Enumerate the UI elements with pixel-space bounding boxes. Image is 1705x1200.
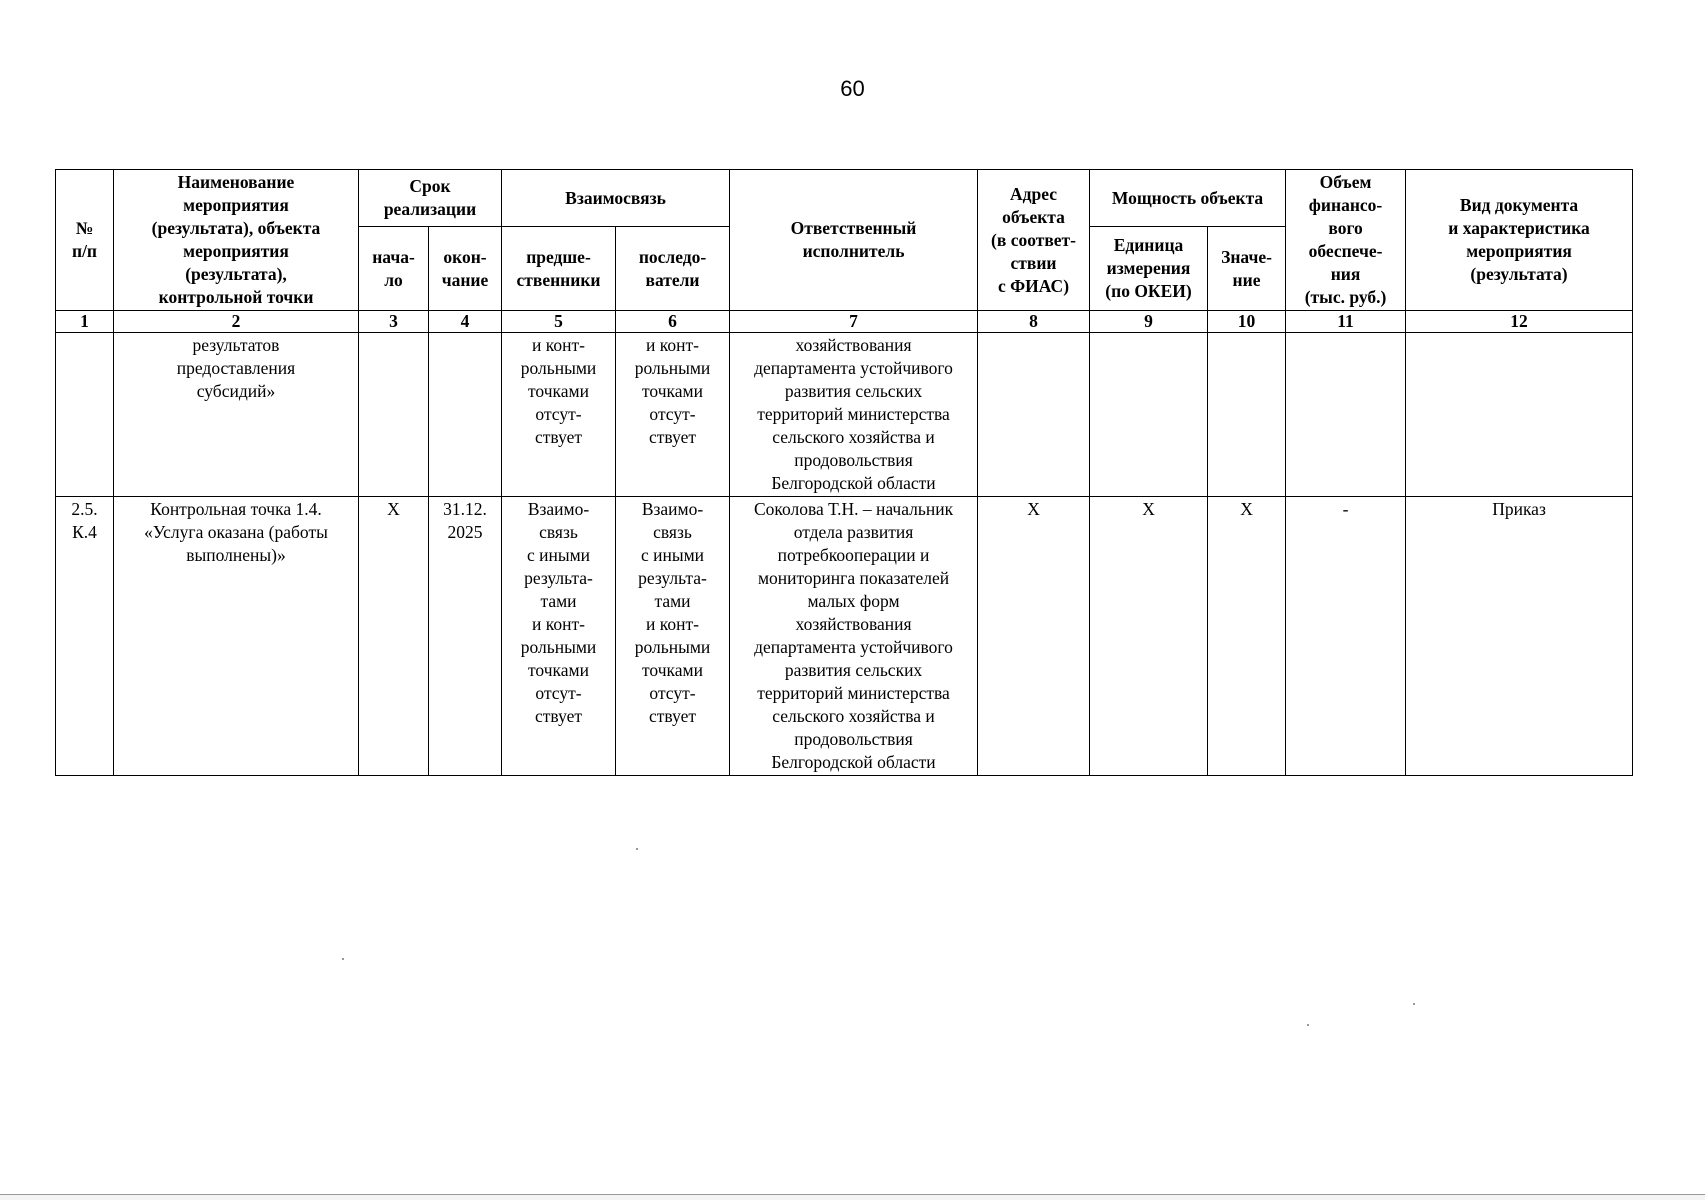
cell-address <box>978 333 1090 497</box>
column-number: 12 <box>1406 311 1633 333</box>
header-link-prev: предше- ственники <box>502 227 616 311</box>
table-row <box>56 333 1633 497</box>
cell-executor: Соколова Т.Н. – начальник отдела развития потребкооперации и мониторинга показателей малых форм хозяйствования департамента устойчивого развития сельских территорий министерства сельского хозяйства и продовольствия Белгородской области <box>730 497 978 776</box>
column-number: 11 <box>1286 311 1406 333</box>
scan-speck <box>636 848 638 850</box>
header-num: № п/п <box>56 170 114 311</box>
header-address: Адрес объекта (в соответ- ствии с ФИАС) <box>978 170 1090 311</box>
cell-successors: Взаимо- связь с иными результа- тами и конт- рольными точками отсут- ствует <box>616 497 730 776</box>
cell-unit <box>1090 333 1208 497</box>
scan-speck <box>342 958 344 960</box>
cell-name: Контрольная точка 1.4. «Услуга оказана (работы выполнены)» <box>114 497 359 776</box>
cell-unit: Х <box>1090 497 1208 776</box>
column-number: 2 <box>114 311 359 333</box>
cell-num: 2.5. К.4 <box>56 497 114 776</box>
page-number: 60 <box>840 76 865 101</box>
cell-address: Х <box>978 497 1090 776</box>
cell-predecessors: и конт- рольными точками отсут- ствует <box>502 333 616 497</box>
column-number: 9 <box>1090 311 1208 333</box>
cell-successors: и конт- рольными точками отсут- ствует <box>616 333 730 497</box>
cell-executor: хозяйствования департамента устойчивого развития сельских территорий министерства сельского хозяйства и продовольствия Белгородской области <box>730 333 978 497</box>
column-number: 10 <box>1208 311 1286 333</box>
scan-edge <box>0 1194 1705 1200</box>
cell-value: Х <box>1208 497 1286 776</box>
column-number: 8 <box>978 311 1090 333</box>
column-number: 6 <box>616 311 730 333</box>
header-capacity: Мощность объекта <box>1090 170 1286 227</box>
header-row-1 <box>56 170 1633 227</box>
header-finance: Объем финансо- вого обеспече- ния (тыс. руб.) <box>1286 170 1406 311</box>
header-doc-type: Вид документа и характеристика мероприятия (результата) <box>1406 170 1633 311</box>
table-row <box>56 497 1633 776</box>
header-link: Взаимосвязь <box>502 170 730 227</box>
cell-value <box>1208 333 1286 497</box>
cell-name: результатов предоставления субсидий» <box>114 333 359 497</box>
column-number: 7 <box>730 311 978 333</box>
header-term-end: окон- чание <box>429 227 502 311</box>
cell-finance: - <box>1286 497 1406 776</box>
column-number: 3 <box>359 311 429 333</box>
events-table <box>55 169 1633 776</box>
header-capacity-unit: Единица измерения (по ОКЕИ) <box>1090 227 1208 311</box>
cell-end <box>429 333 502 497</box>
scan-speck <box>1307 1024 1309 1026</box>
cell-doc-type: Приказ <box>1406 497 1633 776</box>
cell-start: Х <box>359 497 429 776</box>
cell-num <box>56 333 114 497</box>
header-name: Наименование мероприятия (результата), объекта мероприятия (результата), контрольной точки <box>114 170 359 311</box>
header-capacity-value: Значе- ние <box>1208 227 1286 311</box>
column-number: 1 <box>56 311 114 333</box>
header-term: Срок реализации <box>359 170 502 227</box>
header-link-next: последо- ватели <box>616 227 730 311</box>
cell-doc-type <box>1406 333 1633 497</box>
cell-finance <box>1286 333 1406 497</box>
header-term-start: нача- ло <box>359 227 429 311</box>
header-executor: Ответственный исполнитель <box>730 170 978 311</box>
scan-speck <box>1413 1003 1415 1005</box>
column-numbers-row <box>56 311 1633 333</box>
column-number: 5 <box>502 311 616 333</box>
cell-start <box>359 333 429 497</box>
column-number: 4 <box>429 311 502 333</box>
cell-predecessors: Взаимо- связь с иными результа- тами и конт- рольными точками отсут- ствует <box>502 497 616 776</box>
cell-end: 31.12. 2025 <box>429 497 502 776</box>
